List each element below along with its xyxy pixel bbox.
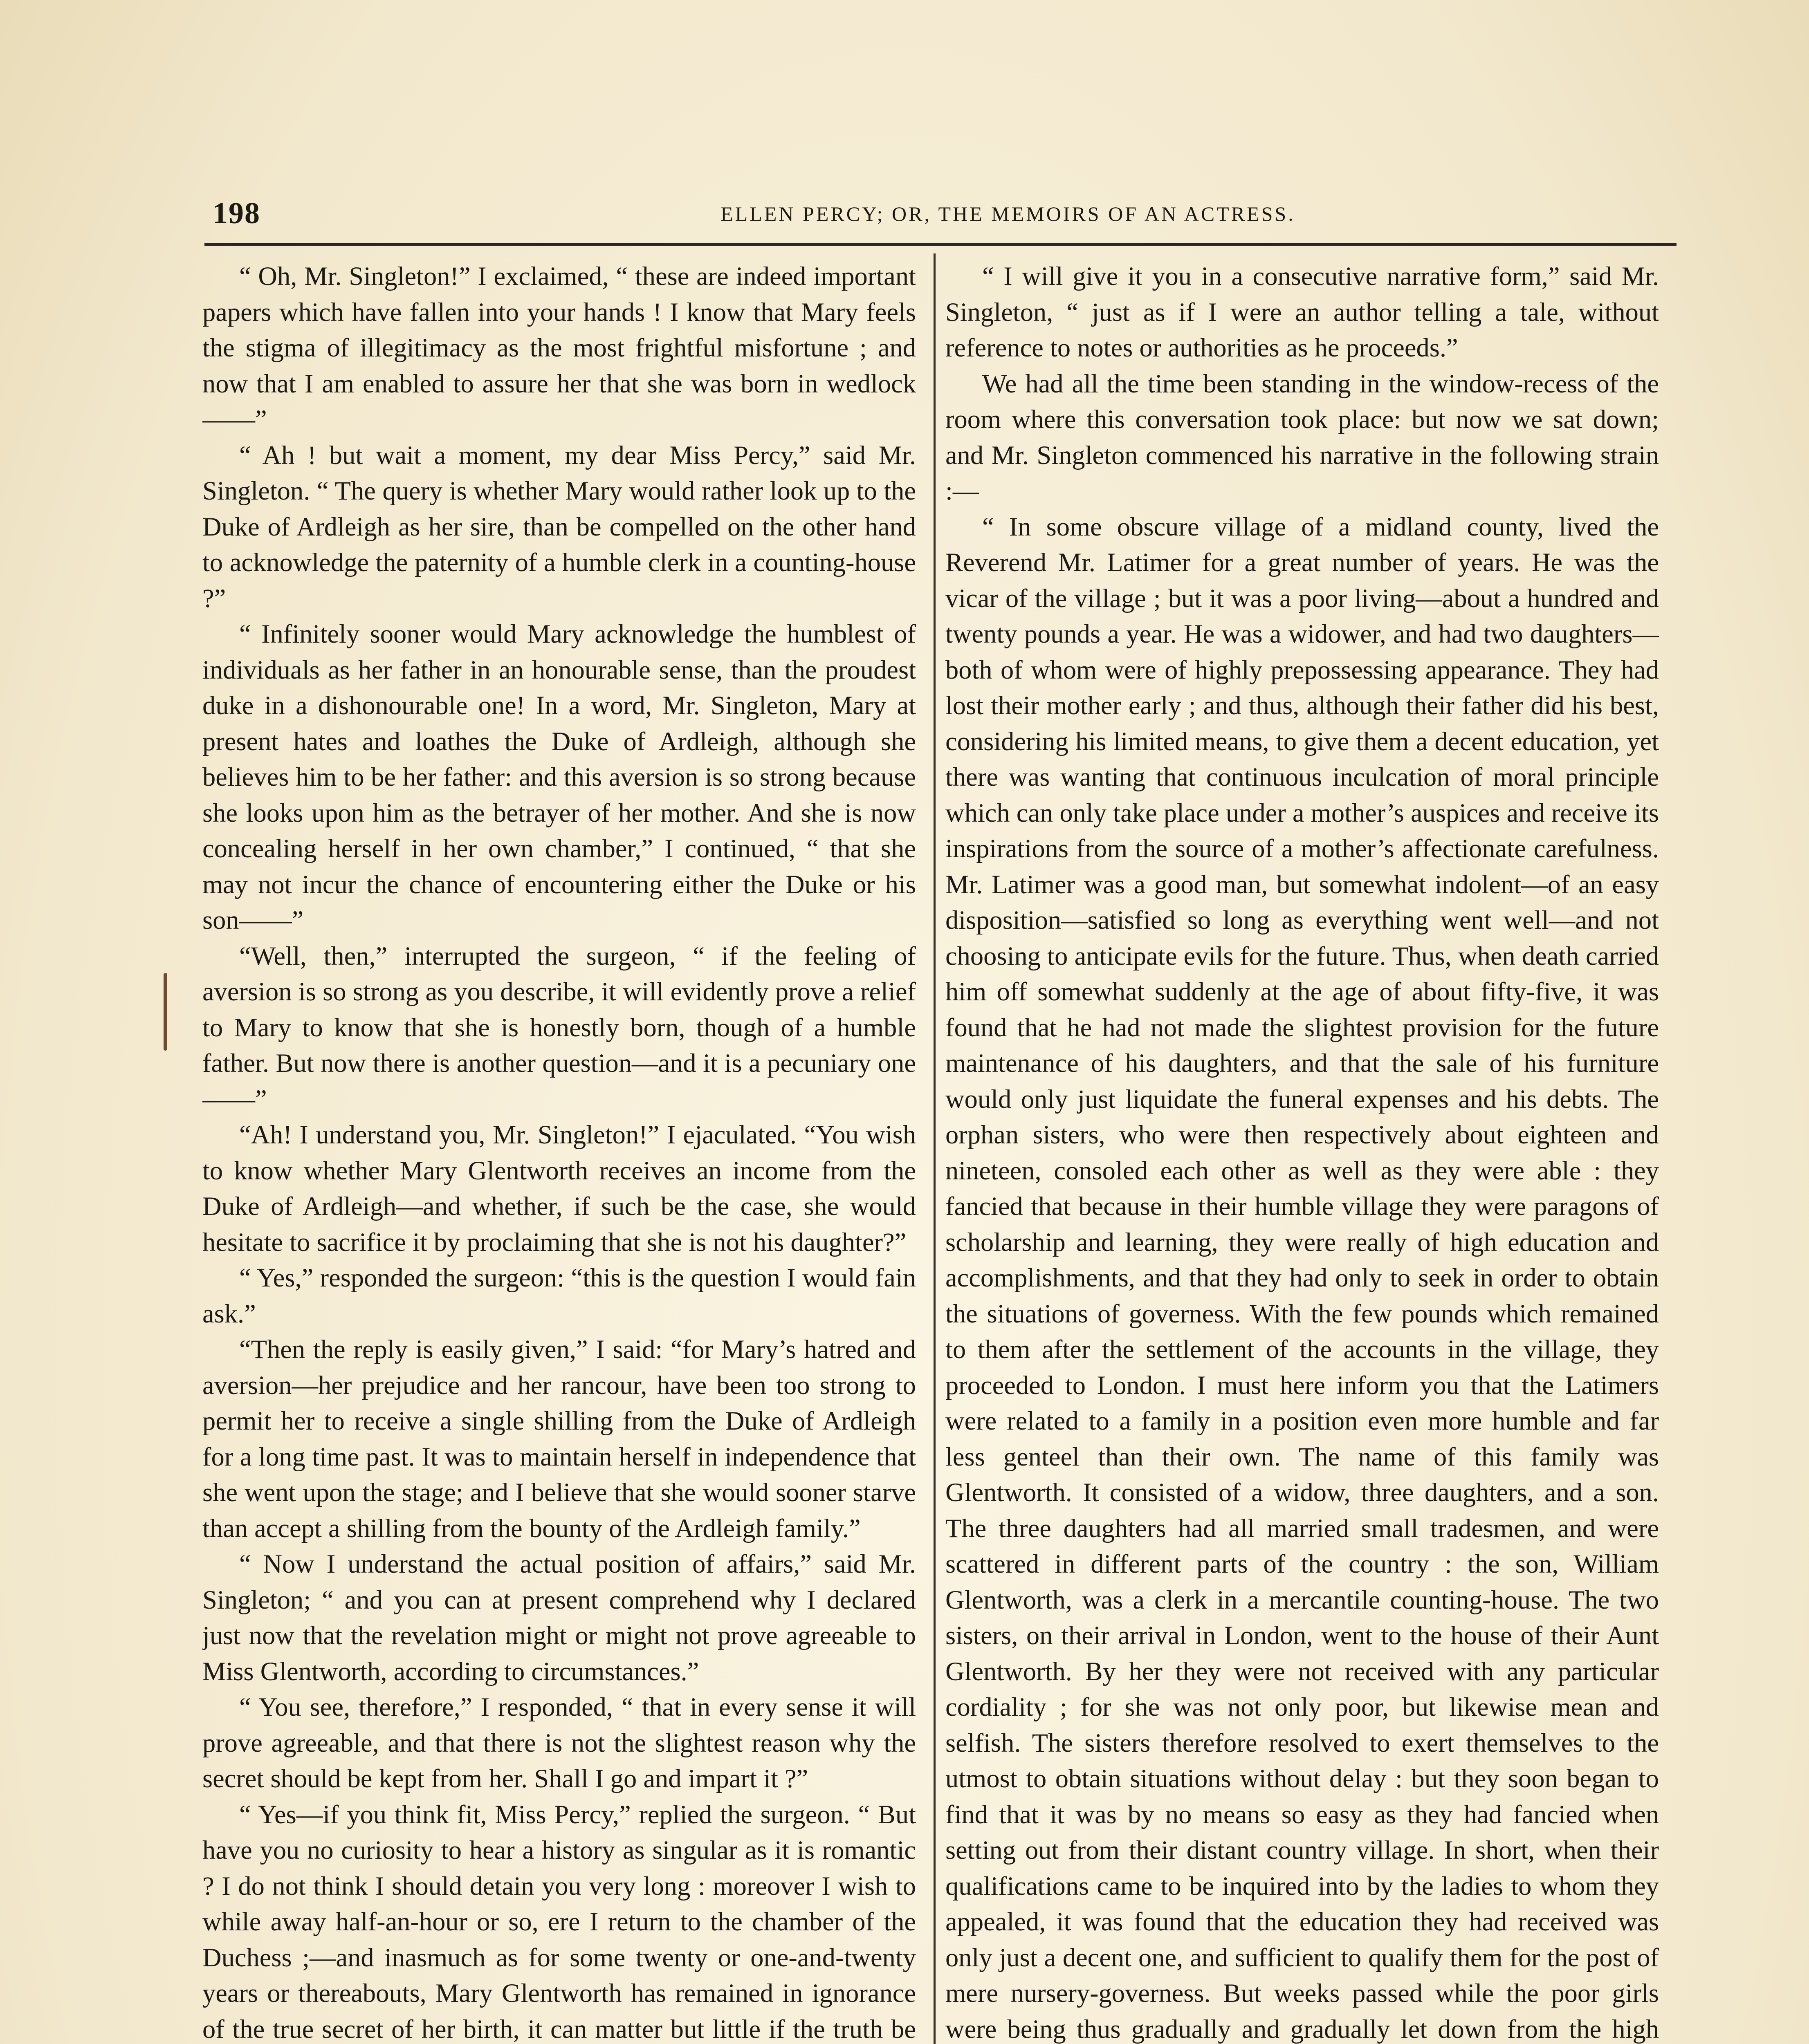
paragraph: “Well, then,” interrupted the surgeon, “ if the feeling of aversion is so strong as you describe, it will evidently prove a relief to Mary to know that she is honestly born, though of a humble father. But now there is another question—and it is a pecuniary one——” [202, 941, 916, 1114]
paragraph: “ Oh, Mr. Singleton!” I exclaimed, “ these are indeed important papers which have fallen into your hands ! I know that Mary feels the stigma of illegitimacy as the most frightful misfortune ; and now that I am enabled to assure her that she was born in wedlock——” [202, 262, 916, 434]
paragraph: “Ah! I understand you, Mr. Singleton!” I ejaculated. “You wish to know whether Mary Glentworth receives an income from the Duke of Ardleigh—and whether, if such be the case, she would hesitate to sacrifice it by proclaiming that she is not his daughter?” [202, 1120, 916, 1257]
header-rule [204, 243, 1677, 246]
running-head [213, 192, 1668, 241]
paragraph: “ In some obscure village of a midland county, lived the Reverend Mr. Latimer for a great number of years. He was the vicar of the village ; but it was a poor living—about a hundred and twenty pounds a year. He was a widower, and had two daughters—both of whom were of highly prepossessing appearance. They had lost their mother early ; and thus, although their father did his best, considering his limited means, to give them a decent education, yet there was wanting that continuous inculcation of moral principle which can only take place under a mother’s auspices and receive its inspirations from the source of a mother’s affectionate carefulness. Mr. Latimer was a good man, but somewhat indolent—of an easy disposition—satisfied so long as everything went well—and not choosing to anticipate evils for the future. Thus, when death carried him off somewhat suddenly at the age of about fifty-five, it was found that he had not made the slightest provision for the future maintenance of his daughters, and that the sale of his furniture would only just liquidate the funeral expenses and his debts. The orphan sisters, who were then respectively about eighteen and nineteen, consoled each other as well as they were able : they fancied that because in their humble village they were paragons of scholarship and learning, they were really of high education and accomplishments, and that they had only to seek in order to obtain the situations of governess. With the few pounds which remained to them after the settlement of the accounts in the village, they proceeded to London. I must here inform you that the Latimers were related to a family in a position even more humble and far less genteel than their own. The name of this family was Glentworth. It consisted of a widow, three daughters, and a son. The three daughters had all married small tradesmen, and were scattered in different parts of the country : the son, William Glentworth, was a clerk in a mercantile counting-house. The two sisters, on their arrival in London, went to the house of their Aunt Glentworth. By her they were not received with any particular cordiality ; for she was not only poor, but likewise mean and selfish. The sisters therefore resolved to exert themselves to the utmost to obtain situations without delay : but they soon began to find that it was by no means so easy as they had fancied when setting out from their distant country village. In short, when their qualifications came to be inquired into by the ladies to whom they appealed, it was found that the education they had received was only just a decent one, and sufficient to qualify them for the post of mere nursery-governess. But weeks passed while the poor girls were being thus gradually and gradually let down from the high [945, 512, 1659, 2044]
paragraph: “ Ah ! but wait a moment, my dear Miss Percy,” said Mr. Singleton. “ The query is whether Mary would rather look up to the Duke of Ardleigh as her sire, than be compelled on the other hand to acknowledge the paternity of a humble clerk in a counting-house ?” [202, 440, 916, 613]
left-column [202, 258, 916, 2044]
paragraph: “Then the reply is easily given,” I said: “for Mary’s hatred and aversion—her prejudice and her rancour, have been too strong to permit her to receive a single shilling from the Duke of Ardleigh for a long time past. It was to maintain herself in independence that she went upon the stage; and I believe that she would sooner starve than accept a shilling from the bounty of the Ardleigh family.” [202, 1335, 916, 1543]
paragraph: “ Yes—if you think fit, Miss Percy,” replied the surgeon. “ But have you no curiosity to hear a history as singular as it is romantic ? I do not think I should detain you very long : moreover I wish to while away half-an-hour or so, ere I return to the chamber of the Duchess ;—and inasmuch as for some twenty or one-and-twenty years or thereabouts, Mary Glentworth has remained in ignorance of the true secret of her birth, it can matter but little if the truth be [202, 1800, 916, 2044]
paragraph: We had all the time been standing in the window-recess of the room where this conversation took place: but now we sat down; and Mr. Singleton commenced his narrative in the following strain :— [945, 369, 1659, 505]
paragraph: “ Yes,” responded the surgeon: “this is the question I would fain ask.” [202, 1263, 916, 1328]
paragraph: “ I will give it you in a consecutive narrative form,” said Mr. Singleton, “ just as if I were an author telling a tale, without reference to notes or authorities as he proceeds.” [945, 262, 1659, 362]
paragraph: “ Now I understand the actual position of affairs,” said Mr. Singleton; “ and you can at present comprehend why I declared just now that the revelation might or might not prove agreeable to Miss Glentworth, according to circumstances.” [202, 1549, 916, 1686]
right-column [945, 258, 1659, 2044]
paragraph: “ Infinitely sooner would Mary acknowledge the humblest of individuals as her father in an honourable sense, than the proudest duke in a dishonourable one! In a word, Mr. Singleton, Mary at present hates and loathes the Duke of Ardleigh, although she believes him to be her father: and this aversion is so strong because she looks upon him as the betrayer of her mother. And she is now concealing herself in her own chamber,” I continued, “ that she may not incur the chance of encountering either the Duke or his son——” [202, 619, 916, 935]
paragraph: “ You see, therefore,” I responded, “ that in every sense it will prove agreeable, and that there is not the slightest reason why the secret should be kept from her. Shall I go and impart it ?” [202, 1692, 916, 1793]
running-title: ELLEN PERCY; OR, THE MEMOIRS OF AN ACTRESS. [720, 202, 1295, 225]
column-divider [934, 253, 936, 2044]
page-number: 198 [213, 197, 260, 230]
margin-ink-mark [164, 973, 167, 1051]
